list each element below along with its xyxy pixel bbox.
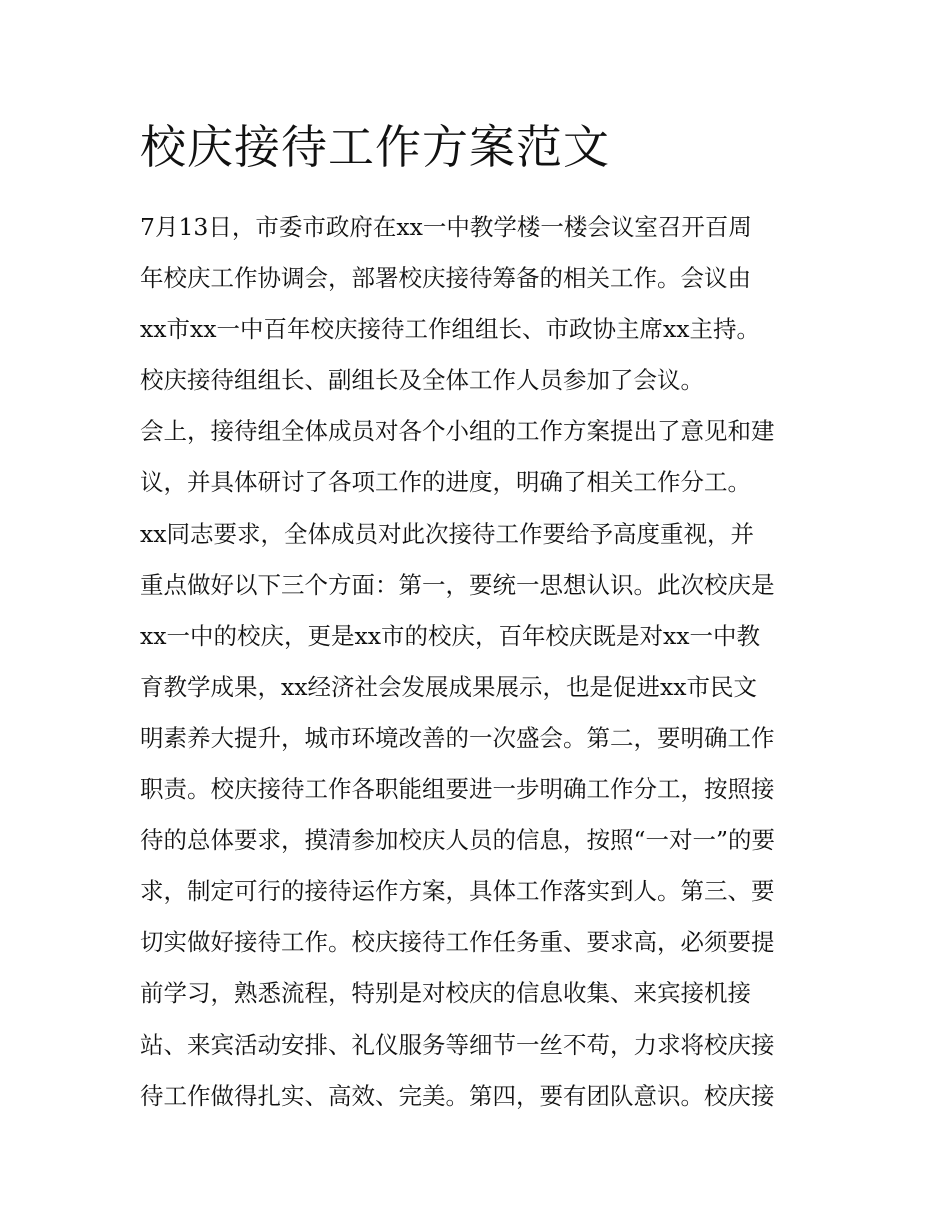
body-line: xx同志要求，全体成员对此次接待工作要给予高度重视，并 [140,519,755,548]
document-body [140,202,830,1122]
body-line: 年校庆工作协调会，部署校庆接待筹备的相关工作。会议由 [140,264,751,293]
body-line: 会上，接待组全体成员对各个小组的工作方案提出了意见和建 [140,417,775,446]
body-line: 待的总体要求，摸清参加校庆人员的信息，按照“一对一”的要 [140,826,776,855]
body-line: 切实做好接待工作。校庆接待工作任务重、要求高，必须要提 [140,928,775,957]
body-line: 职责。校庆接待工作各职能组要进一步明确工作分工，按照接 [140,775,775,804]
body-line: 7月13日，市委市政府在xx一中教学楼一楼会议室召开百周 [140,213,752,241]
body-line: 前学习，熟悉流程，特别是对校庆的信息收集、来宾接机接 [140,979,751,1008]
body-line: 育教学成果，xx经济社会发展成果展示，也是促进xx市民文 [140,672,758,701]
body-line: xx市xx一中百年校庆接待工作组组长、市政协主席xx主持。 [140,315,761,344]
body-line: 站、来宾活动安排、礼仪服务等细节一丝不苟，力求将校庆接 [140,1030,775,1059]
document-title: 校庆接待工作方案范文 [140,120,610,174]
body-line: 议，并具体研讨了各项工作的进度，明确了相关工作分工。 [140,468,751,497]
body-line: 明素养大提升，城市环境改善的一次盛会。第二，要明确工作 [140,723,775,752]
body-line: 待工作做得扎实、高效、完美。第四，要有团队意识。校庆接 [140,1081,775,1110]
body-line: xx一中的校庆，更是xx市的校庆，百年校庆既是对xx一中教 [140,621,761,650]
body-line: 校庆接待组组长、副组长及全体工作人员参加了会议。 [140,366,704,395]
body-line: 重点做好以下三个方面：第一，要统一思想认识。此次校庆是 [140,570,775,599]
body-line: 求，制定可行的接待运作方案，具体工作落实到人。第三、要 [140,877,775,906]
